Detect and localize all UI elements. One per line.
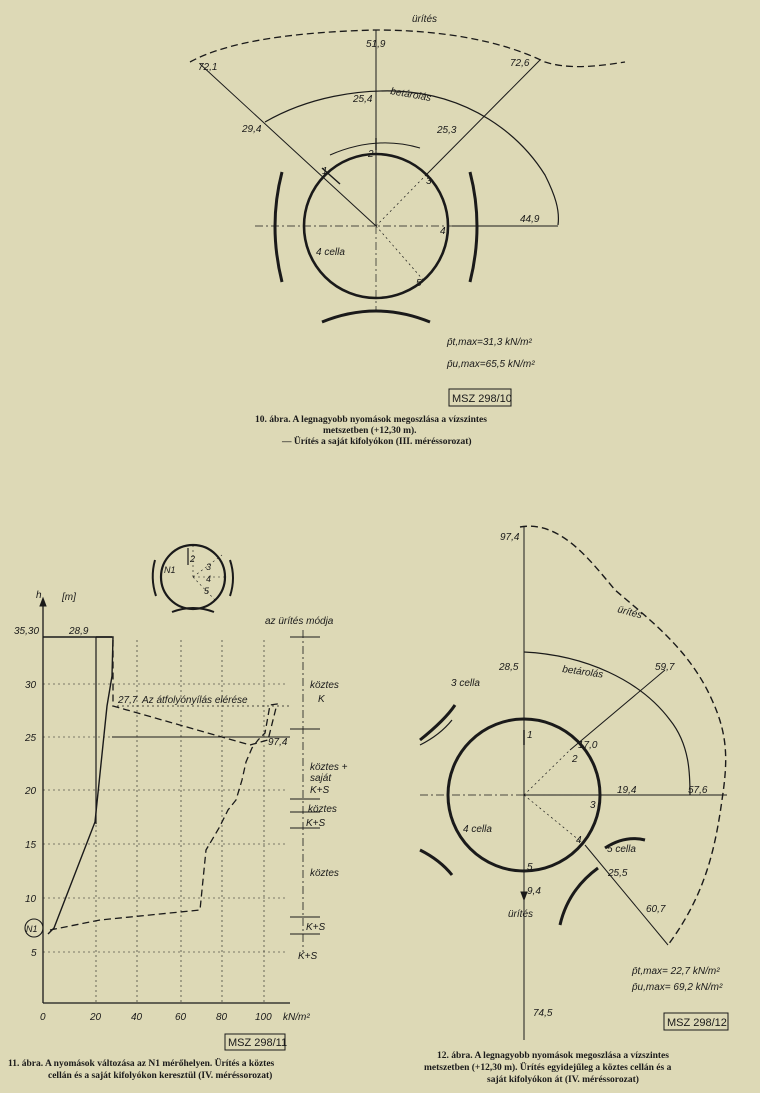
- fig11-series-betarolas: [48, 637, 113, 934]
- fig11-x-100: 100: [255, 1012, 272, 1023]
- fig11-val-27-7: 27,7: [118, 695, 138, 706]
- fig12-val-17-0: 17,0: [578, 740, 598, 751]
- fig11-y-25: 25: [25, 733, 37, 744]
- fig11-mode-koztes-1: köztes: [310, 680, 339, 691]
- fig12-cell-3: 3 cella: [451, 678, 480, 689]
- fig11-stamp: MSZ 298/11: [228, 1037, 288, 1049]
- fig12-stamp: MSZ 298/12: [667, 1017, 727, 1029]
- fig11-flow-label: Az átfolyónyílás elérése: [142, 695, 248, 706]
- fig11-unit-m: [m]: [62, 592, 76, 603]
- fig11-mode-koztes-3: köztes: [308, 804, 337, 815]
- fig10-caption-3: — Ürítés a saját kifolyókon (III. méréssorozat): [282, 437, 472, 447]
- fig12-point-2: 2: [572, 754, 578, 765]
- fig12-ray-2: [570, 670, 665, 750]
- fig11-h-label: h: [36, 590, 42, 601]
- fig11-val-28-9: 28,9: [69, 626, 89, 637]
- fig12-point-3: 3: [590, 800, 596, 811]
- fig10-pu-max: p̄u,max=65,5 kN/m²: [447, 359, 535, 370]
- fig10-urites-curve: [190, 30, 625, 67]
- fig11-x-80: 80: [216, 1012, 228, 1023]
- fig11-x-unit: kN/m²: [283, 1012, 310, 1023]
- fig11-inset-4: 4: [206, 574, 212, 584]
- figure-11: [25, 545, 320, 1003]
- fig11-mode-sajat: saját: [310, 773, 332, 784]
- fig10-val-25-4: 25,4: [353, 94, 373, 105]
- fig10-neighbor-bottom: [322, 311, 430, 322]
- fig11-mode-koztes-2: köztes +: [310, 762, 348, 773]
- fig10-label-urites: ürítés: [412, 14, 438, 25]
- figure-10: [190, 30, 625, 322]
- fig11-inset-3: 3: [206, 562, 212, 572]
- fig10-stamp: MSZ 298/10: [452, 393, 512, 405]
- fig10-val-29-4: 29,4: [242, 124, 262, 135]
- fig11-mode-ks-3: K+S: [306, 922, 326, 933]
- fig11-mode-ks-1: K+S: [310, 785, 330, 796]
- fig10-point-3: 3: [426, 176, 432, 187]
- fig12-pt-max: p̄t,max= 22,7 kN/m²: [632, 966, 720, 977]
- fig10-val-25-3: 25,3: [437, 125, 457, 136]
- fig12-val-19-4: 19,4: [617, 785, 637, 796]
- fig10-neighbor-right: [470, 172, 477, 282]
- figure-11-labels: [8, 554, 348, 1081]
- fig11-mode-ks-2: K+S: [306, 818, 326, 829]
- fig11-caption-2: cellán és a saját kifolyókon keresztül (IV. méréssorozat): [48, 1071, 273, 1081]
- fig11-x-0: 0: [40, 1012, 46, 1023]
- fig12-ray-4: [585, 845, 668, 945]
- fig11-y-10: 10: [25, 894, 37, 905]
- fig10-diag-5: [376, 226, 425, 282]
- fig10-ray-3: [425, 60, 540, 176]
- fig11-mode-k: K: [318, 694, 325, 705]
- fig12-neighbor-3-b: [420, 720, 452, 745]
- fig12-val-25-5: 25,5: [608, 868, 628, 879]
- fig11-x-60: 60: [175, 1012, 187, 1023]
- fig10-val-72-6: 72,6: [510, 58, 530, 69]
- fig10-cell-label: 4 cella: [316, 247, 345, 258]
- fig12-val-9-4: 9,4: [527, 886, 541, 897]
- fig10-pt-max: p̄t,max=31,3 kN/m²: [447, 337, 532, 348]
- fig11-n1-label: N1: [26, 924, 38, 934]
- fig11-y-30: 30: [25, 680, 37, 691]
- fig10-point-1: 1: [322, 166, 328, 177]
- fig11-val-97-4: 97,4: [268, 737, 288, 748]
- fig10-point-5: 5: [416, 278, 422, 289]
- fig11-caption-1: 11. ábra. A nyomások változása az N1 mérőhelyen. Ürítés a köztes: [8, 1059, 275, 1069]
- fig12-val-74-5: 74,5: [533, 1008, 553, 1019]
- fig11-y-35-30: 35,30: [14, 626, 40, 637]
- fig12-urites-curve: [520, 526, 726, 945]
- fig10-val-44-9: 44,9: [520, 214, 540, 225]
- fig10-caption-1: 10. ábra. A legnagyobb nyomások megoszlása a vízszintes: [255, 415, 487, 425]
- fig12-point-5: 5: [527, 862, 533, 873]
- fig12-cell-5: 5 cella: [607, 844, 636, 855]
- fig12-neighbor-4: [420, 850, 452, 875]
- fig11-series-urites: [50, 640, 277, 930]
- fig12-val-28-5: 28,5: [499, 662, 519, 673]
- fig10-val-72-1: 72,1: [198, 62, 218, 73]
- fig12-point-4: 4: [576, 835, 582, 846]
- fig12-caption-2: metszetben (+12,30 m). Ürítés egyidejűleg a köztes cellán és a: [424, 1063, 672, 1073]
- fig11-mode-koztes-4: köztes: [310, 868, 339, 879]
- fig11-inset-n1: N1: [164, 565, 176, 575]
- fig11-x-40: 40: [131, 1012, 143, 1023]
- fig12-caption-3: saját kifolyókon át (IV. méréssorozat): [487, 1075, 639, 1085]
- fig10-betarolas-curve: [265, 91, 558, 225]
- fig12-val-59-7: 59,7: [655, 662, 675, 673]
- fig10-neighbor-left: [275, 172, 282, 282]
- fig11-x-20: 20: [90, 1012, 102, 1023]
- fig12-urites-bottom: ürítés: [508, 909, 534, 920]
- fig10-point-2: 2: [368, 149, 374, 160]
- fig12-val-97-4: 97,4: [500, 532, 520, 543]
- fig10-caption-2: metszetben (+12,30 m).: [323, 426, 417, 436]
- fig12-val-60-7: 60,7: [646, 904, 666, 915]
- figure-10-labels: [198, 14, 540, 447]
- figure-12-labels: [424, 532, 728, 1085]
- fig10-ray-1: [200, 64, 376, 226]
- fig11-inset-2: 2: [190, 554, 196, 564]
- figure-12: [420, 526, 727, 1040]
- fig12-diag-2: [524, 750, 570, 795]
- fig11-inset-5: 5: [204, 586, 210, 596]
- fig12-caption-1: 12. ábra. A legnagyobb nyomások megoszlása a vízszintes: [437, 1051, 669, 1061]
- fig11-mode-title: az ürítés módja: [265, 616, 334, 627]
- fig12-pu-max: p̄u,max= 69,2 kN/m²: [632, 982, 723, 993]
- fig10-label-betarolas: betárolás: [389, 86, 432, 105]
- fig10-point-4: 4: [440, 226, 446, 237]
- fig11-y-20: 20: [25, 786, 37, 797]
- fig12-cell-4: 4 cella: [463, 824, 492, 835]
- fig11-y-15: 15: [25, 840, 37, 851]
- fig11-y-5: 5: [31, 948, 37, 959]
- fig11-mode-ks-4: K+S: [298, 951, 318, 962]
- fig12-neighbor-5-b: [560, 868, 598, 925]
- fig12-label-urites: ürítés: [616, 604, 644, 622]
- fig12-label-betarolas: betárolás: [561, 664, 604, 681]
- fig10-val-51-9: 51,9: [366, 39, 386, 50]
- fig12-point-1: 1: [527, 730, 533, 741]
- fig10-diag-3: [376, 176, 425, 226]
- fig12-val-57-6: 57,6: [688, 785, 708, 796]
